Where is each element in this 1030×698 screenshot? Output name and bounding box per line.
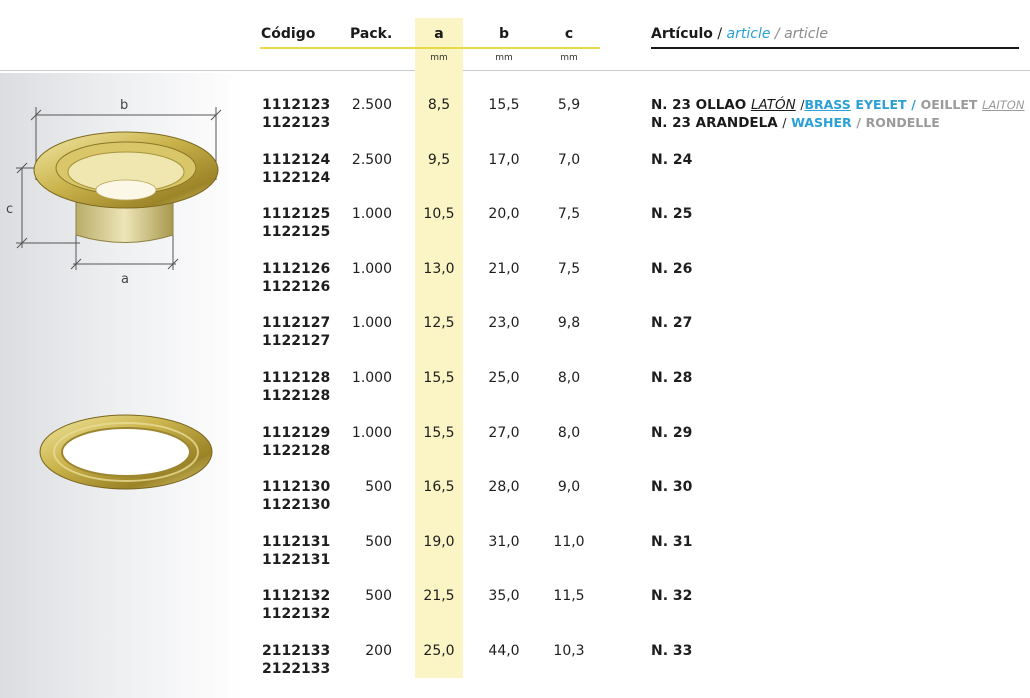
codigo-primary: 1112129 bbox=[262, 424, 331, 441]
b-cell: 15,5 bbox=[488, 97, 520, 113]
codigo-secondary: 1122128 bbox=[262, 388, 331, 404]
pack-cell: 200 bbox=[365, 643, 392, 659]
table-row bbox=[0, 260, 1030, 300]
a-cell: 15,5 bbox=[423, 370, 455, 386]
c-cell: 7,5 bbox=[557, 206, 581, 223]
codigo-primary: 1112127 bbox=[262, 315, 331, 332]
pack-cell: 500 bbox=[365, 479, 392, 496]
a-cell: 12,5 bbox=[423, 315, 455, 332]
material-es: LATÓN bbox=[750, 97, 796, 113]
c-cell: 9,0 bbox=[557, 479, 581, 496]
separator: / bbox=[911, 97, 916, 112]
table-row bbox=[0, 369, 1030, 409]
b-cell: 17,0 bbox=[488, 151, 520, 168]
header-articulo-en: article bbox=[726, 26, 771, 42]
header-codigo: Código bbox=[261, 26, 316, 42]
header-articulo-fr: article bbox=[784, 26, 829, 42]
separator: / bbox=[782, 116, 787, 130]
name-es: ARANDELA bbox=[695, 115, 778, 131]
article-cell: N. 30 bbox=[651, 479, 693, 496]
a-cell: 15,5 bbox=[423, 424, 455, 441]
c-cell: 9,8 bbox=[557, 315, 581, 332]
table-row bbox=[0, 205, 1030, 245]
c-cell: 7,5 bbox=[557, 260, 581, 277]
codigo-primary: 1112132 bbox=[262, 588, 331, 605]
codigo-cell bbox=[262, 314, 330, 350]
name-fr: OEILLET bbox=[920, 97, 978, 112]
codigo-secondary: 1122130 bbox=[262, 497, 331, 514]
article-num: N. 23 bbox=[651, 115, 691, 131]
header-underline-dimensions bbox=[260, 47, 600, 49]
article-cell: N. 32 bbox=[651, 588, 693, 605]
unit-c: mm bbox=[560, 53, 578, 63]
table-row bbox=[0, 533, 1030, 573]
a-cell: 10,5 bbox=[423, 206, 455, 223]
separator: / bbox=[856, 115, 861, 130]
material-en: BRASS bbox=[804, 97, 851, 112]
b-cell: 35,0 bbox=[488, 588, 520, 605]
codigo-secondary: 1122124 bbox=[262, 169, 331, 186]
a-cell: 21,5 bbox=[423, 588, 455, 605]
pack-cell: 500 bbox=[365, 533, 392, 550]
header-b: b bbox=[498, 26, 510, 42]
codigo-primary: 1112128 bbox=[262, 370, 331, 386]
codigo-cell bbox=[262, 478, 330, 514]
b-cell: 31,0 bbox=[488, 533, 520, 550]
b-cell: 21,0 bbox=[488, 260, 520, 277]
a-cell: 9,5 bbox=[427, 151, 451, 168]
article-cell: N. 33 bbox=[651, 643, 693, 659]
codigo-cell bbox=[262, 205, 330, 241]
name-es: OLLAO bbox=[695, 97, 747, 113]
codigo-primary: 1112130 bbox=[262, 479, 331, 496]
unit-b: mm bbox=[495, 53, 513, 63]
codigo-cell bbox=[262, 642, 330, 678]
table-row bbox=[0, 478, 1030, 518]
b-cell: 28,0 bbox=[488, 479, 520, 496]
c-cell: 11,5 bbox=[553, 588, 585, 605]
separator: / bbox=[800, 98, 805, 112]
table-row bbox=[0, 642, 1030, 682]
codigo-cell bbox=[262, 96, 330, 132]
header-c: c bbox=[564, 26, 574, 42]
label-a: a bbox=[121, 272, 129, 287]
table-row bbox=[0, 314, 1030, 354]
codigo-primary: 1112125 bbox=[262, 206, 331, 223]
a-cell: 16,5 bbox=[423, 479, 455, 496]
material-fr: LAITON bbox=[982, 98, 1025, 112]
article-num: N. 23 bbox=[651, 97, 691, 113]
a-cell: 19,0 bbox=[423, 533, 455, 550]
codigo-cell bbox=[262, 260, 330, 296]
codigo-secondary: 1122131 bbox=[262, 551, 331, 568]
codigo-secondary: 2122133 bbox=[262, 661, 331, 677]
article-cell: N. 27 bbox=[651, 315, 693, 332]
b-cell: 44,0 bbox=[488, 643, 520, 659]
label-b: b bbox=[120, 98, 129, 113]
codigo-cell bbox=[262, 424, 330, 460]
header-sep-2: / bbox=[770, 26, 785, 42]
table-row bbox=[0, 96, 1030, 136]
pack-cell: 1.000 bbox=[351, 424, 392, 441]
header-divider bbox=[0, 70, 1030, 71]
table-row bbox=[0, 424, 1030, 464]
header-a: a bbox=[434, 26, 444, 42]
header-sep-1: / bbox=[712, 26, 727, 42]
pack-cell: 500 bbox=[365, 588, 392, 605]
unit-a: mm bbox=[430, 53, 448, 63]
codigo-secondary: 1122123 bbox=[262, 115, 331, 131]
c-cell: 5,9 bbox=[557, 97, 581, 113]
codigo-cell bbox=[262, 533, 330, 569]
name-en: WASHER bbox=[791, 115, 852, 130]
header-articulo-es: Artículo bbox=[651, 26, 713, 42]
article-cell: N. 26 bbox=[651, 260, 693, 277]
article-cell: N. 24 bbox=[651, 151, 693, 168]
article-cell: N. 25 bbox=[651, 206, 693, 223]
label-c: c bbox=[6, 202, 14, 217]
c-cell: 10,3 bbox=[553, 643, 585, 659]
article-cell: N. 31 bbox=[651, 533, 693, 550]
codigo-secondary: 1122125 bbox=[262, 224, 331, 241]
codigo-primary: 1112123 bbox=[262, 97, 331, 113]
b-cell: 23,0 bbox=[488, 315, 520, 332]
pack-cell: 1.000 bbox=[351, 315, 392, 332]
codigo-cell bbox=[262, 587, 330, 623]
b-cell: 20,0 bbox=[488, 206, 520, 223]
c-cell: 7,0 bbox=[557, 151, 581, 168]
codigo-cell bbox=[262, 151, 330, 187]
b-cell: 25,0 bbox=[488, 370, 520, 386]
table-row bbox=[0, 587, 1030, 627]
pack-cell: 2.500 bbox=[351, 97, 392, 113]
a-cell: 25,0 bbox=[423, 643, 455, 659]
c-cell: 11,0 bbox=[553, 533, 585, 550]
codigo-secondary: 1122126 bbox=[262, 278, 331, 295]
pack-cell: 2.500 bbox=[351, 151, 392, 168]
codigo-secondary: 1122128 bbox=[262, 442, 331, 459]
a-cell: 8,5 bbox=[427, 97, 451, 113]
name-fr: RONDELLE bbox=[865, 115, 940, 130]
article-cell: N. 29 bbox=[651, 424, 693, 441]
codigo-primary: 1112131 bbox=[262, 533, 331, 550]
codigo-primary: 2112133 bbox=[262, 643, 331, 659]
c-cell: 8,0 bbox=[557, 424, 581, 441]
codigo-secondary: 1122127 bbox=[262, 333, 331, 350]
c-cell: 8,0 bbox=[557, 370, 581, 386]
pack-cell: 1.000 bbox=[351, 370, 392, 386]
codigo-cell bbox=[262, 369, 330, 405]
codigo-primary: 1112126 bbox=[262, 260, 331, 277]
header-underline-article bbox=[651, 47, 1019, 49]
table-row bbox=[0, 151, 1030, 191]
header-articulo bbox=[651, 26, 828, 42]
a-cell: 13,0 bbox=[423, 260, 455, 277]
name-en: EYELET bbox=[855, 97, 907, 112]
codigo-primary: 1112124 bbox=[262, 151, 331, 168]
b-cell: 27,0 bbox=[488, 424, 520, 441]
codigo-secondary: 1122132 bbox=[262, 606, 331, 623]
pack-cell: 1.000 bbox=[351, 260, 392, 277]
header-pack: Pack. bbox=[350, 26, 393, 42]
article-cell: N. 28 bbox=[651, 370, 693, 386]
pack-cell: 1.000 bbox=[351, 206, 392, 223]
